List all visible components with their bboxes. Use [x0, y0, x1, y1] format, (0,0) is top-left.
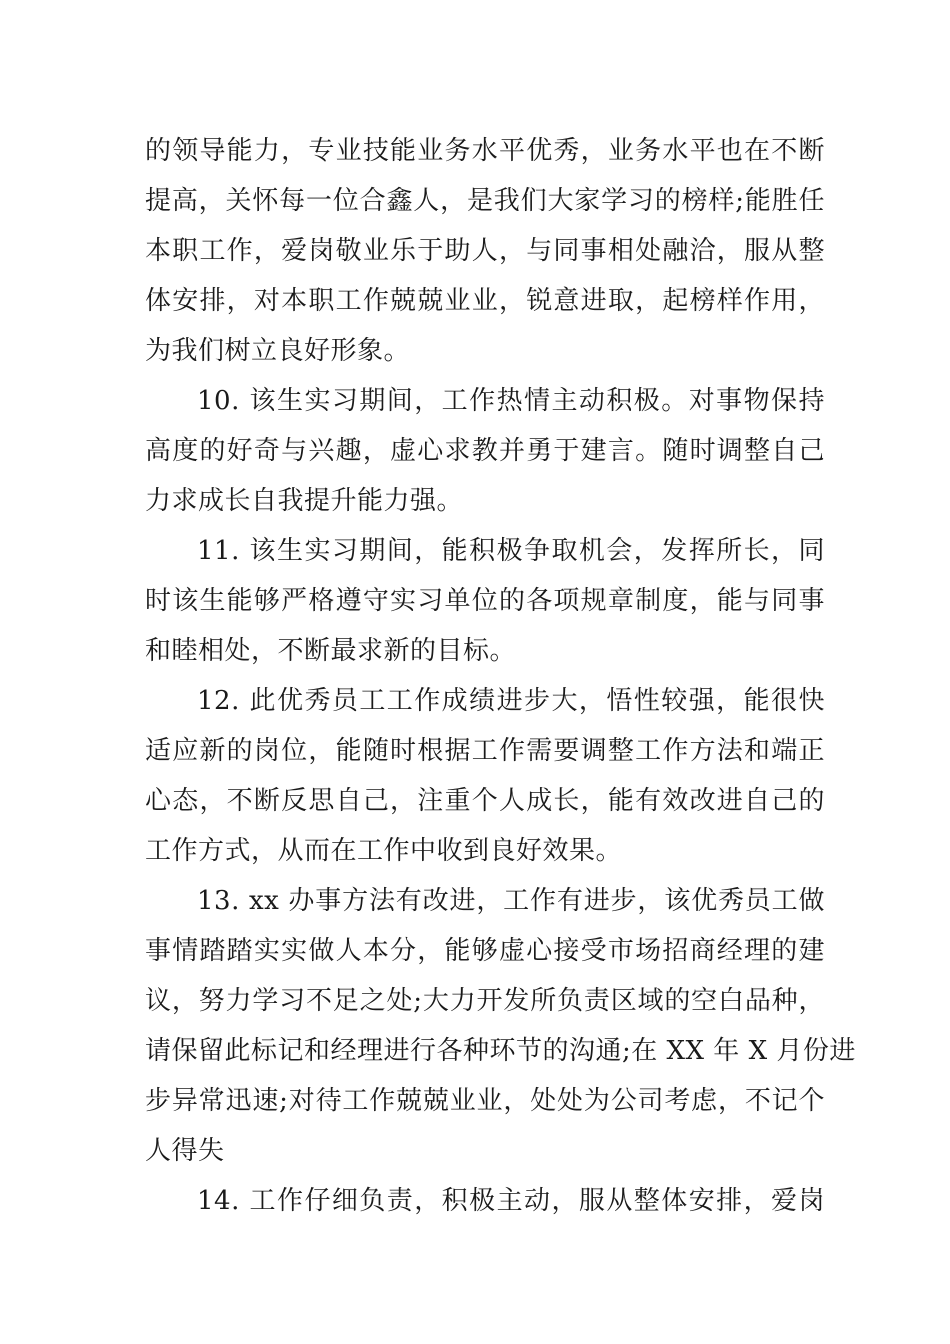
text-line: 力求成长自我提升能力强。 [145, 486, 464, 516]
text-line: 提高，关怀每一位合鑫人，是我们大家学习的榜样;能胜任 [145, 186, 825, 216]
text-line: 请保留此标记和经理进行各种环节的沟通;在 XX 年 X 月份进 [145, 1036, 856, 1066]
text-line: 为我们树立良好形象。 [145, 336, 411, 366]
document-body [145, 126, 856, 1226]
text-line: 心态，不断反思自己，注重个人成长，能有效改进自己的 [145, 786, 825, 816]
text-line: 的领导能力，专业技能业务水平优秀，业务水平也在不断 [145, 136, 825, 166]
text-line: 步异常迅速;对待工作兢兢业业，处处为公司考虑，不记个 [145, 1086, 825, 1116]
text-line: 议，努力学习不足之处;大力开发所负责区域的空白品种， [145, 986, 825, 1016]
text-line: 13. xx 办事方法有改进，工作有进步，该优秀员工做 [197, 886, 825, 916]
text-line: 工作方式，从而在工作中收到良好效果。 [145, 836, 623, 866]
text-line: 人得失 [145, 1136, 225, 1166]
text-line: 事情踏踏实实做人本分，能够虚心接受市场招商经理的建 [145, 936, 825, 966]
text-line: 适应新的岗位，能随时根据工作需要调整工作方法和端正 [145, 736, 825, 766]
text-line: 和睦相处，不断最求新的目标。 [145, 636, 517, 666]
text-line: 时该生能够严格遵守实习单位的各项规章制度，能与同事 [145, 586, 825, 616]
text-line: 本职工作，爱岗敬业乐于助人，与同事相处融洽，服从整 [145, 236, 825, 266]
text-line: 体安排，对本职工作兢兢业业，锐意进取，起榜样作用， [145, 286, 825, 316]
text-line: 11. 该生实习期间，能积极争取机会，发挥所长，同 [197, 536, 825, 566]
text-line: 12. 此优秀员工工作成绩进步大，悟性较强，能很快 [197, 686, 825, 716]
text-line: 10. 该生实习期间，工作热情主动积极。对事物保持 [197, 386, 825, 416]
text-line: 高度的好奇与兴趣，虚心求教并勇于建言。随时调整自己 [145, 436, 825, 466]
text-line: 14. 工作仔细负责，积极主动，服从整体安排，爱岗 [197, 1186, 825, 1216]
